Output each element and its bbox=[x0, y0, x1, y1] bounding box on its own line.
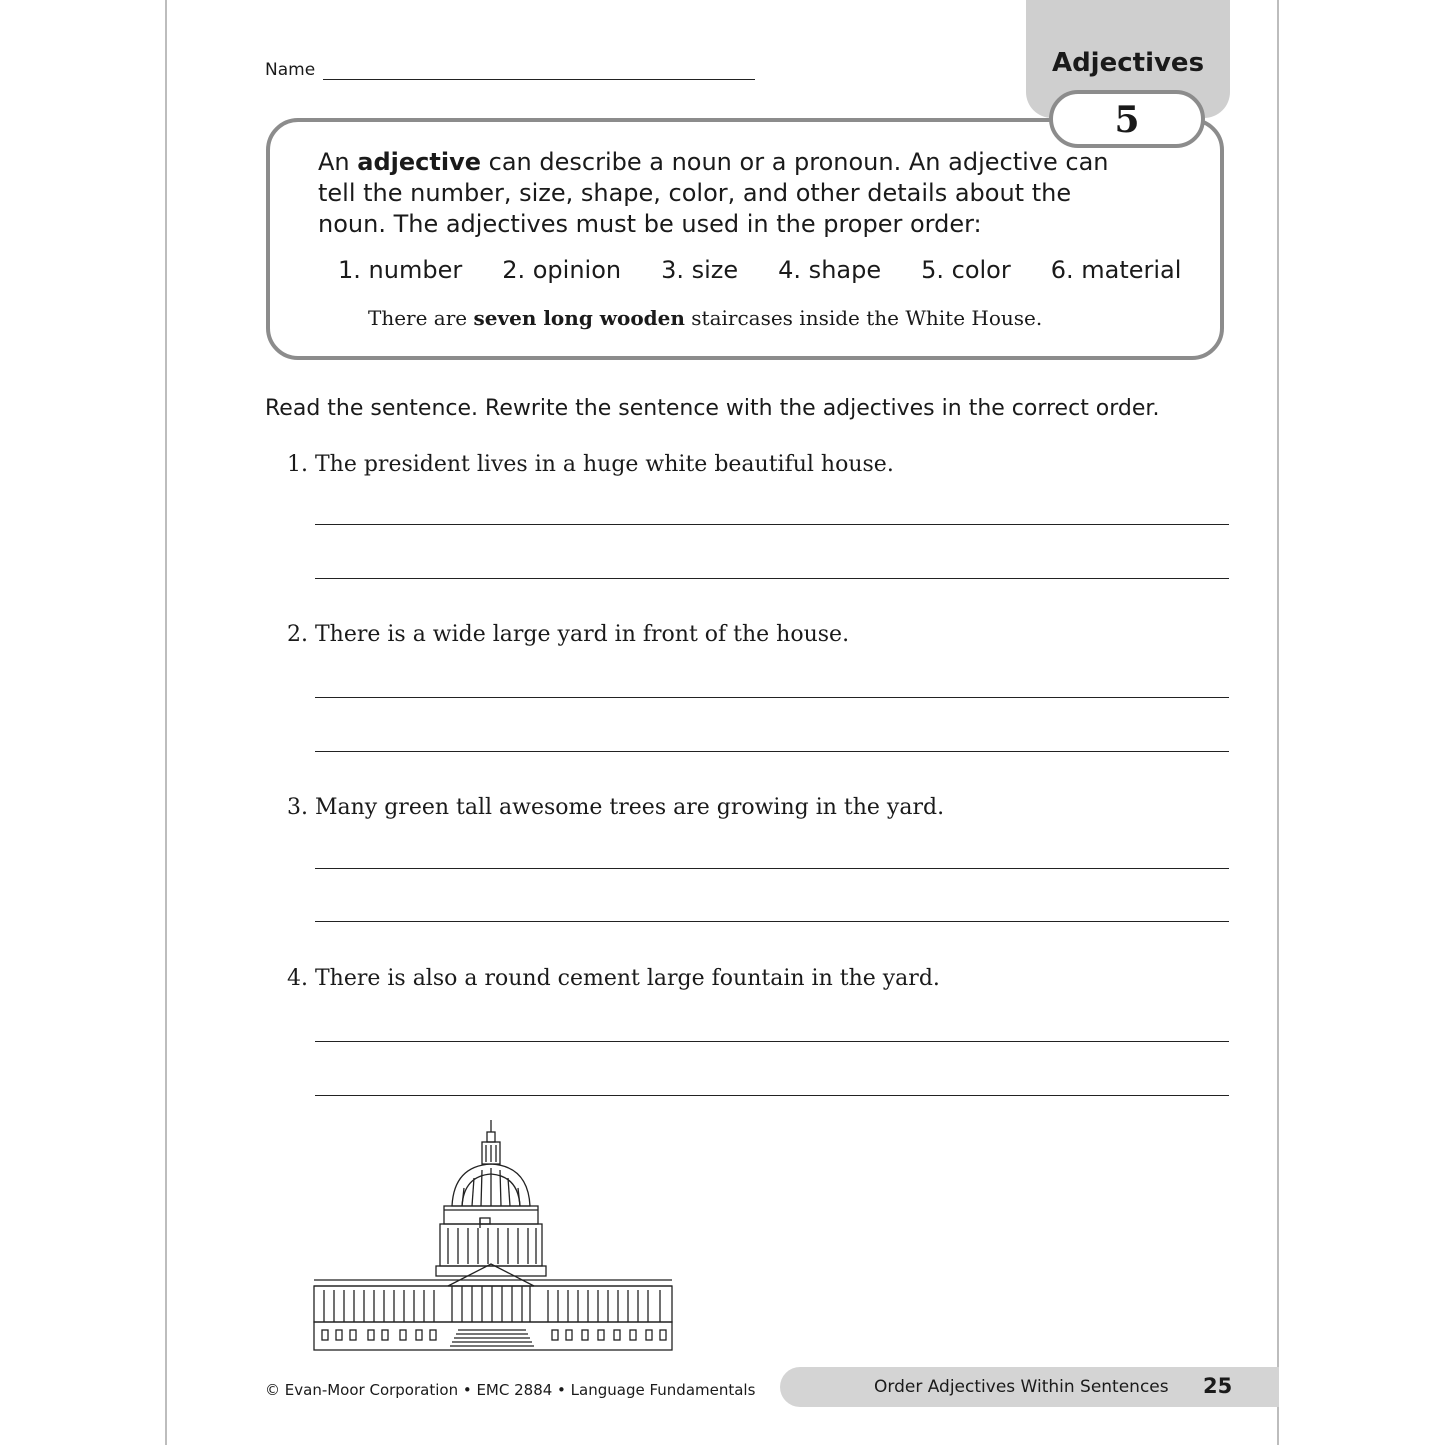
answer-line-4a[interactable] bbox=[315, 1041, 1229, 1042]
exercise-item-2: 2. There is a wide large yard in front of the house. bbox=[287, 622, 850, 647]
answer-line-2a[interactable] bbox=[315, 697, 1229, 698]
adjective-order-list bbox=[338, 256, 1181, 284]
lesson-number-badge: 5 bbox=[1049, 90, 1205, 148]
answer-line-4b[interactable] bbox=[315, 1095, 1229, 1096]
order-item: 3. size bbox=[661, 256, 739, 284]
name-field bbox=[265, 60, 755, 80]
rule-key-term: adjective bbox=[357, 148, 481, 176]
exercise-item-1: 1. The president lives in a huge white beautiful house. bbox=[287, 452, 894, 477]
page-number: 25 bbox=[1203, 1374, 1233, 1398]
exercise-item-4: 4. There is also a round cement large fountain in the yard. bbox=[287, 966, 940, 991]
order-item: 5. color bbox=[921, 256, 1011, 284]
answer-line-1a[interactable] bbox=[315, 524, 1229, 525]
example-text-cont: staircases inside the White House. bbox=[684, 306, 1043, 330]
name-input-line[interactable] bbox=[323, 61, 755, 80]
example-sentence bbox=[368, 306, 1042, 330]
answer-line-3b[interactable] bbox=[315, 921, 1229, 922]
page-edge-right bbox=[1277, 0, 1279, 1445]
answer-line-1b[interactable] bbox=[315, 578, 1229, 579]
example-text: There are bbox=[368, 306, 474, 330]
order-item: 2. opinion bbox=[502, 256, 622, 284]
exercise-item-3: 3. Many green tall awesome trees are growing in the yard. bbox=[287, 795, 945, 820]
capitol-building-icon bbox=[312, 1118, 674, 1354]
page-edge-left bbox=[165, 0, 167, 1445]
footer-topic: Order Adjectives Within Sentences bbox=[874, 1377, 1169, 1397]
rule-intro bbox=[318, 147, 1138, 240]
order-item: 4. shape bbox=[778, 256, 882, 284]
name-label: Name bbox=[265, 60, 316, 80]
example-adjectives: seven long wooden bbox=[473, 306, 685, 330]
rule-intro-text-cont: can describe a noun or a pronoun. An adjective can tell the number, size, shape, color, and other details about the noun. The adjectives must be used in the proper order: bbox=[318, 148, 1109, 238]
directions: Read the sentence. Rewrite the sentence with the adjectives in the correct order. bbox=[265, 396, 1160, 421]
rule-intro-text: An bbox=[318, 148, 358, 176]
answer-line-2b[interactable] bbox=[315, 751, 1229, 752]
order-item: 1. number bbox=[338, 256, 463, 284]
section-title: Adjectives bbox=[1051, 48, 1205, 78]
answer-line-3a[interactable] bbox=[315, 868, 1229, 869]
footer-copyright: © Evan-Moor Corporation • EMC 2884 • Language Fundamentals bbox=[265, 1381, 756, 1399]
order-item: 6. material bbox=[1050, 256, 1182, 284]
